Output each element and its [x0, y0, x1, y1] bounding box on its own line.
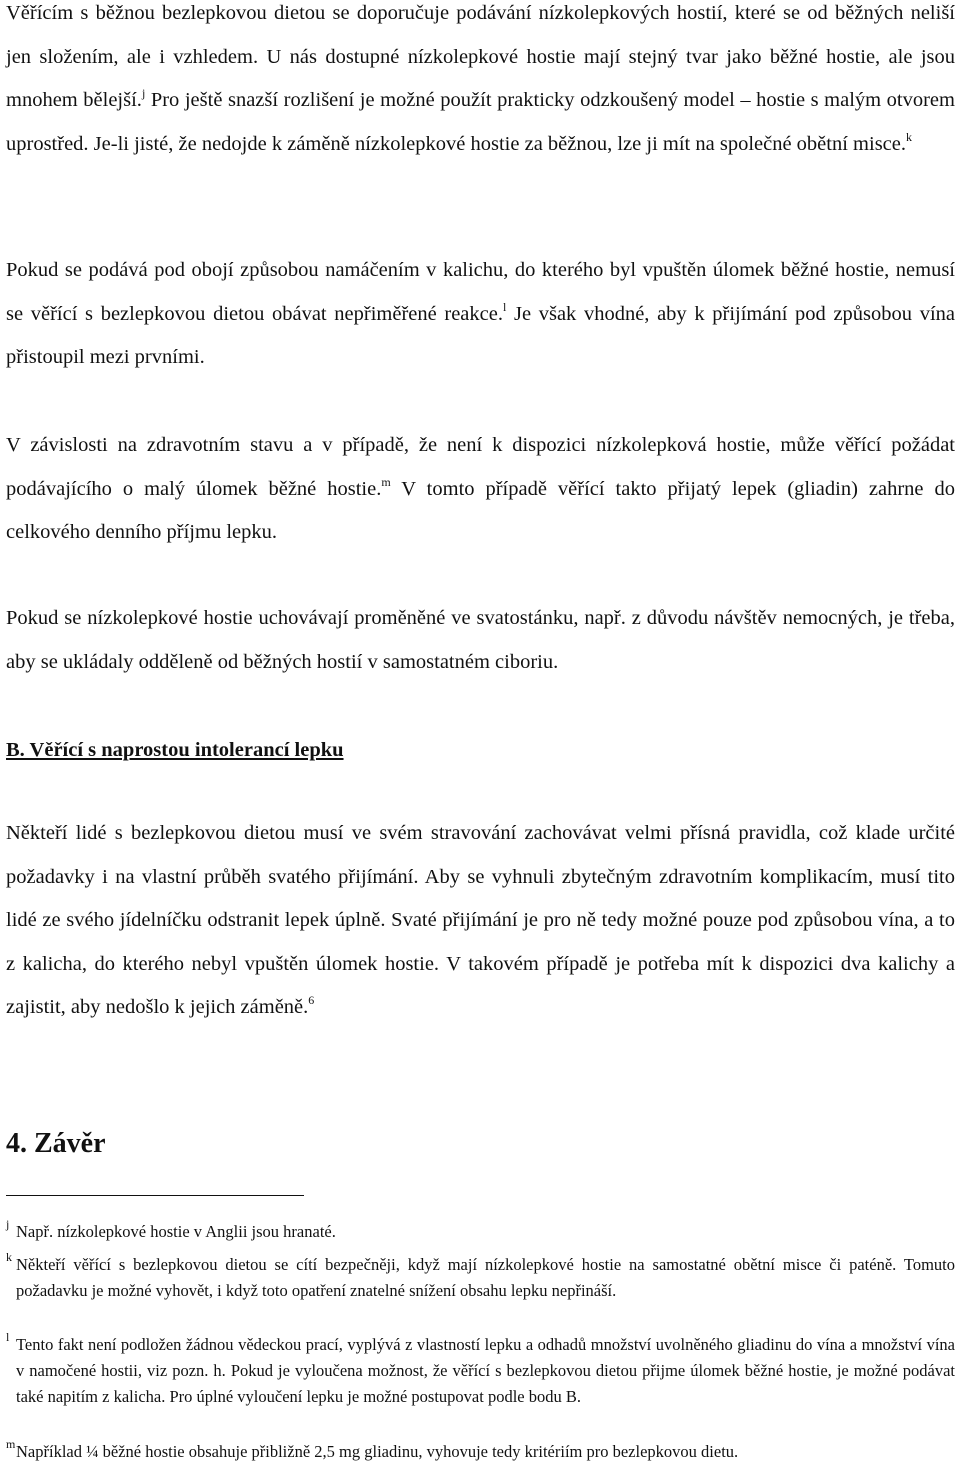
section-heading-conclusion: 4. Závěr	[6, 1128, 106, 1159]
footnote-k: k Někteří věřící s bezlepkovou dietou se cítí bezpečněji, když mají nízkolepkové hostie na samostatné obětní misce či paténě. Tomuto požadavku je možné vyhovět, i když toto opatření znatelné snížení obsahu lepku nepřináší.	[6, 1250, 955, 1300]
paragraph-tabernacle-storage: Pokud se nízkolepkové hostie uchovávají proměněné ve svatostánku, např. z důvodu návštěv nemocných, je třeba, aby se ukládaly odděleně od běžných hostií v samostatném ciboriu.	[6, 607, 955, 673]
paragraph-chalice-intinction	[6, 249, 955, 380]
footnote-ref-l[interactable]: l	[502, 299, 507, 314]
footnote-j: j Např. nízkolepkové hostie v Anglii jsou hranaté.	[6, 1217, 336, 1241]
paragraph-text: Pro ještě snazší rozlišení je možné použít prakticky odzkoušený model – hostie s malým otvorem uprostřed. Je-li jisté, že nedojde k záměně nízkolepkové hostie za běžnou, lze ji mít na společné obětní misce.	[6, 89, 955, 155]
section-heading-b: B. Věřící s naprostou intolerancí lepku	[6, 739, 344, 761]
footnote-l: l Tento fakt není podložen žádnou vědeckou prací, vyplývá z vlastností lepku a odhadů množství uvolněného gliadinu do vína a množství vína v namočené hostii, viz pozn. h. Pokud je vyloučena možnost, že věřící s bezlepkovou dietou přijme úlomek běžné hostie, je možné podávat také napitím z kalicha. Pro úplné vyloučení lepku je možné postupovat podle bodu B.	[6, 1330, 955, 1406]
paragraph-text: Je však vhodné, aby k přijímání pod způsobou vína přistoupil mezi prvními.	[6, 302, 955, 368]
footnote-text: Někteří věřící s bezlepkovou dietou se cítí bezpečněji, když mají nízkolepkové hostie na samostatné obětní misce či paténě. Tomuto požadavku je možné vyhovět, i když toto opatření znatelné snížení obsahu lepku nepřináší.	[16, 1255, 955, 1300]
footnote-text: Například ¼ běžné hostie obsahuje přibližně 2,5 mg gliadinu, vyhovuje tedy kritériím pro bezlepkovou dietu.	[16, 1442, 739, 1461]
footnote-text: Např. nízkolepkové hostie v Anglii jsou hranaté.	[16, 1222, 336, 1241]
footnote-ref-j[interactable]: j	[141, 86, 146, 100]
paragraph-text: Věřícím s běžnou bezlepkovou dietou se doporučuje podávání nízkolepkových hostií, které se od běžných neliší jen složením, ale i vzhledem. U nás dostupné nízkolepkové hostie mají stejný tvar jako běžné hostie, ale jsou mnohem bělejší.	[6, 2, 955, 111]
footnote-ref-k[interactable]: k	[906, 129, 912, 144]
paragraph-low-gluten-hosts	[6, 0, 955, 166]
reference-6[interactable]: 6	[308, 993, 315, 1007]
paragraph-text: V tomto případě věřící takto přijatý lepek (gliadin) zahrne do celkového denního příjmu lepku.	[6, 477, 955, 543]
paragraph-total-intolerance	[6, 812, 955, 1030]
paragraph-text: Někteří lidé s bezlepkovou dietou musí ve svém stravování zachovávat velmi přísná pravidla, což klade určité požadavky i na vlastní průběh svatého přijímání. Aby se vyhnuli zbytečným zdravotním komplikacím, musí tito lidé ze svého jídelníčku odstranit lepek úplně. Svaté přijímání je pro ně tedy možné pouze pod způsobou vína, a to z kalicha, do kterého nebyl vpuštěn úlomek hostie. V takovém případě je potřeba mít k dispozici dva kalichy a zajistit, aby nedošlo k jejich záměně.	[6, 822, 955, 1018]
paragraph-small-fragment	[6, 424, 955, 555]
paragraph-text: V závislosti na zdravotním stavu a v případě, že není k dispozici nízkolepková hostie, může věřící požádat podávajícího o malý úlomek běžné hostie.	[6, 434, 955, 500]
footnote-text: Tento fakt není podložen žádnou vědeckou prací, vyplývá z vlastností lepku a odhadů množství uvolněného gliadinu do vína a množství vína v namočené hostii, viz pozn. h. Pokud je vyloučena možnost, že věřící s bezlepkovou dietou přijme úlomek běžné hostie, je možné podávat také napitím z kalicha. Pro úplné vyloučení lepku je možné postupovat podle bodu B.	[16, 1335, 955, 1406]
footnote-ref-m[interactable]: m	[381, 474, 391, 489]
footnote-m: mNapříklad ¼ běžné hostie obsahuje přibližně 2,5 mg gliadinu, vyhovuje tedy kritériím pro bezlepkovou dietu.	[6, 1437, 739, 1461]
paragraph-text: Pokud se podává pod obojí způsobou namáčením v kalichu, do kterého byl vpuštěn úlomek běžné hostie, nemusí se věřící s bezlepkovou dietou obávat nepřiměřené reakce.	[6, 259, 955, 325]
footnote-separator	[6, 1195, 304, 1196]
